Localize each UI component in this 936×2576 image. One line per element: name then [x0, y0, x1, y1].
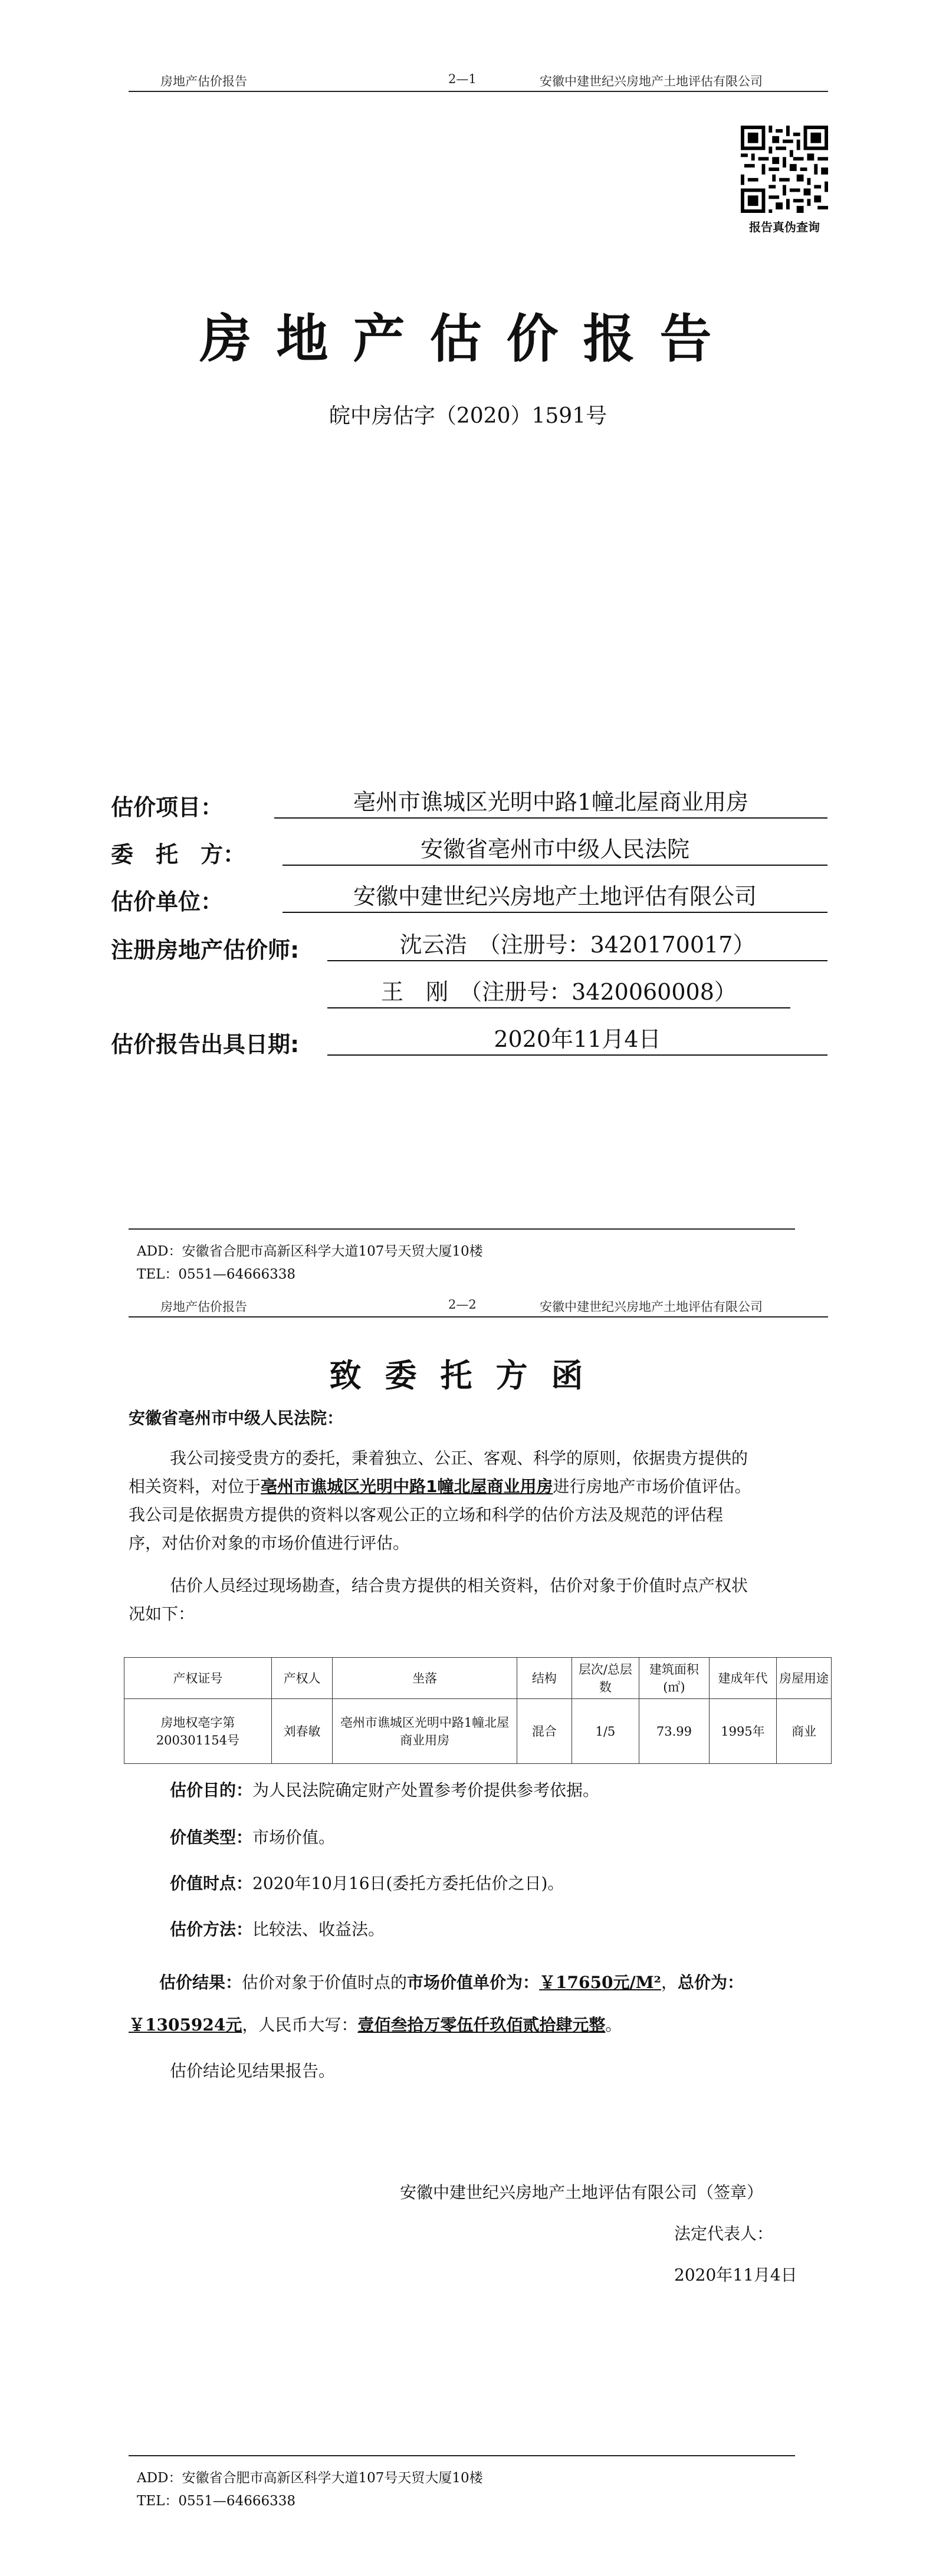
property-table	[124, 1657, 832, 1764]
result-paragraph	[129, 1961, 830, 2046]
table-header-cell: 建成年代	[709, 1658, 776, 1699]
purpose-value: 为人民法院确定财产处置参考价提供参考依据。	[252, 1780, 600, 1800]
property-location: 亳州市谯城区光明中路1幢北屋商业用房	[261, 1477, 553, 1496]
field-client-value: 安徽省亳州市中级人民法院	[283, 836, 827, 866]
result-label: 估价结果：	[159, 1973, 242, 1992]
paragraph-1-line-4: 序，对估价对象的市场价值进行评估。	[129, 1533, 410, 1553]
field-appraiser-2	[111, 974, 827, 1010]
table-header-cell: 房屋用途	[776, 1658, 831, 1699]
header-left: 房地产估价报告	[160, 1300, 247, 1314]
footer-tel: TEL：0551—64666338	[137, 1267, 296, 1282]
field-appraiser-value-2: 王 刚 （注册号：3420060008）	[327, 979, 790, 1008]
field-project	[111, 784, 827, 820]
value-time-value: 2020年10月16日(委托方委托估价之日)。	[252, 1874, 564, 1893]
purpose-label: 估价目的：	[170, 1780, 253, 1800]
header-page-number: 2—2	[448, 1297, 477, 1312]
table-cell: 亳州市谯城区光明中路1幢北屋商业用房	[333, 1699, 517, 1764]
paragraph-1-text: 进行房地产市场价值评估。	[553, 1477, 751, 1496]
result-total: ￥1305924元	[129, 2015, 242, 2035]
value-type-line	[170, 1823, 830, 1852]
signature-company: 安徽中建世纪兴房地产土地评估有限公司（签章）	[400, 2183, 764, 2202]
paragraph-1-text: 相关资料，对位于	[129, 1477, 261, 1496]
paragraph-2-line-2: 况如下：	[129, 1604, 195, 1624]
header-rule	[129, 91, 828, 92]
method-label: 估价方法：	[170, 1920, 253, 1939]
header-page-number: 2—1	[448, 72, 477, 86]
field-date-label: 估价报告出具日期:	[111, 1031, 300, 1057]
paragraph-1	[129, 1444, 830, 1558]
field-unit-value: 安徽中建世纪兴房地产土地评估有限公司	[283, 883, 827, 913]
value-type-label: 价值类型：	[170, 1828, 253, 1847]
field-appraiser-value-1: 沈云浩 （注册号：3420170017）	[327, 932, 827, 961]
table-cell: 房地权亳字第200301154号	[124, 1699, 272, 1764]
field-project-label: 估价项目：	[111, 794, 224, 820]
result-unit-price-label: 市场价值单价为：	[407, 1973, 540, 1992]
table-header-cell: 结构	[517, 1658, 572, 1699]
header-rule	[129, 1316, 828, 1317]
field-date	[111, 1021, 827, 1057]
footer-address: ADD：安徽省合肥市高新区科学大道107号天贸大厦10楼	[137, 1244, 483, 1259]
table-row	[124, 1699, 832, 1764]
value-time-line	[170, 1869, 830, 1898]
footer-address: ADD：安徽省合肥市高新区科学大道107号天贸大厦10楼	[137, 2470, 483, 2486]
purpose-line	[170, 1776, 830, 1805]
table-header-row	[124, 1658, 832, 1699]
value-type-value: 市场价值。	[252, 1828, 336, 1847]
table-cell: 商业	[776, 1699, 831, 1764]
paragraph-2	[129, 1572, 830, 1628]
paragraph-1-line-1: 我公司接受贵方的委托，秉着独立、公正、客观、科学的原则，依据贵方提供的	[170, 1448, 748, 1468]
result-total-label: 总价为：	[677, 1973, 744, 1992]
header-left: 房地产估价报告	[160, 74, 247, 88]
field-unit	[111, 879, 827, 914]
field-unit-label: 估价单位：	[111, 889, 224, 915]
field-date-value: 2020年11月4日	[327, 1026, 827, 1056]
field-client-label: 委 托 方：	[111, 842, 246, 868]
footer-rule	[129, 1228, 795, 1230]
table-cell: 刘春敏	[271, 1699, 332, 1764]
header-company: 安徽中建世纪兴房地产土地评估有限公司	[540, 74, 763, 88]
letter-addressee: 安徽省亳州市中级人民法院：	[129, 1408, 344, 1428]
report-title: 房地产估价报告	[199, 308, 737, 369]
field-appraiser	[111, 927, 827, 962]
result-text: ，人民币大写：	[242, 2015, 358, 2035]
method-line	[170, 1915, 830, 1944]
method-value: 比较法、收益法。	[252, 1920, 385, 1939]
paragraph-1-line-3: 我公司是依据贵方提供的资料以客观公正的立场和科学的估价方法及规范的评估程	[129, 1505, 724, 1524]
table-cell: 1/5	[572, 1699, 639, 1764]
value-time-label: 价值时点：	[170, 1874, 253, 1893]
qr-code-icon[interactable]	[741, 126, 828, 213]
table-header-cell: 层次/总层数	[572, 1658, 639, 1699]
paragraph-2-line-1: 估价人员经过现场勘查，结合贵方提供的相关资料，估价对象于价值时点产权状	[170, 1576, 748, 1595]
table-cell: 1995年	[709, 1699, 776, 1764]
table-header-cell: 产权证号	[124, 1658, 272, 1699]
report-reference-number: 皖中房估字（2020）1591号	[329, 404, 607, 428]
field-client	[111, 832, 827, 867]
footer-tel: TEL：0551—64666338	[137, 2493, 296, 2509]
conclusion-note: 估价结论见结果报告。	[170, 2061, 336, 2081]
result-total-words: 壹佰叁拾万零伍仟玖佰贰拾肆元整	[357, 2015, 606, 2035]
table-cell: 73.99	[639, 1699, 709, 1764]
signature-date: 2020年11月4日	[674, 2265, 797, 2285]
letter-title: 致委托方函	[329, 1357, 607, 1394]
result-text: ，	[661, 1973, 678, 1992]
footer-rule	[129, 2455, 795, 2456]
field-appraiser-label: 注册房地产估价师:	[111, 937, 300, 963]
field-project-value: 亳州市谯城区光明中路1幢北屋商业用房	[274, 789, 827, 819]
table-header-cell: 产权人	[271, 1658, 332, 1699]
signature-representative: 法定代表人：	[674, 2224, 774, 2243]
qr-caption: 报告真伪查询	[749, 220, 820, 234]
result-unit-price: ￥17650元/M²	[539, 1973, 661, 1992]
table-header-cell: 坐落	[333, 1658, 517, 1699]
result-text: 。	[605, 2015, 622, 2035]
header-company: 安徽中建世纪兴房地产土地评估有限公司	[540, 1300, 763, 1314]
table-cell: 混合	[517, 1699, 572, 1764]
table-header-cell: 建筑面积(㎡)	[639, 1658, 709, 1699]
result-text: 估价对象于价值时点的	[242, 1973, 408, 1992]
paragraph-1-line-2	[129, 1473, 830, 1501]
